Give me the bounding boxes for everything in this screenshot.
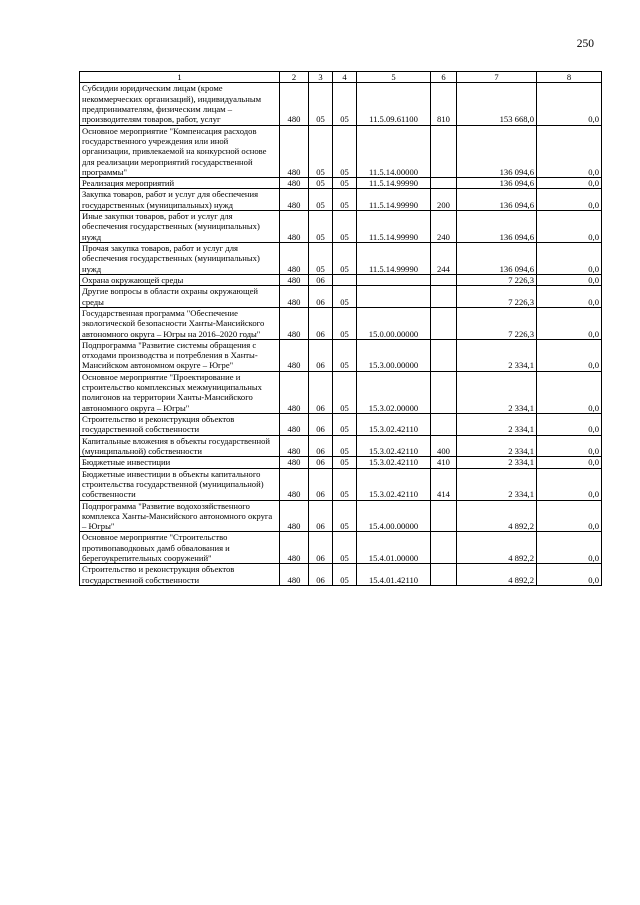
budget-table bbox=[79, 71, 602, 586]
table-row bbox=[80, 371, 602, 413]
row-subsection: 05 bbox=[333, 125, 357, 178]
row-target-article: 15.3.02.42110 bbox=[357, 435, 431, 457]
row-ministry-code: 480 bbox=[280, 125, 309, 178]
row-expense-type: 240 bbox=[431, 211, 457, 243]
row-subsection bbox=[333, 274, 357, 285]
row-section: 06 bbox=[309, 468, 333, 500]
row-target-article: 11.5.14.99990 bbox=[357, 189, 431, 211]
row-section: 06 bbox=[309, 564, 333, 586]
row-ministry-code: 480 bbox=[280, 286, 309, 308]
row-target-article: 11.5.14.99990 bbox=[357, 178, 431, 189]
table-row bbox=[80, 414, 602, 436]
row-amount: 2 334,1 bbox=[457, 371, 537, 413]
row-target-article: 11.5.14.99990 bbox=[357, 243, 431, 275]
row-subsection: 05 bbox=[333, 243, 357, 275]
row-expense-type bbox=[431, 307, 457, 339]
row-ministry-code: 480 bbox=[280, 83, 309, 125]
row-description: Капитальные вложения в объекты государственной (муниципальной) собственности bbox=[80, 435, 280, 457]
row-ministry-code: 480 bbox=[280, 468, 309, 500]
row-ministry-code: 480 bbox=[280, 189, 309, 211]
table-row bbox=[80, 125, 602, 178]
column-header: 1 bbox=[80, 72, 280, 83]
row-amount: 4 892,2 bbox=[457, 564, 537, 586]
row-expense-type: 410 bbox=[431, 457, 457, 468]
row-amount-secondary: 0,0 bbox=[537, 468, 602, 500]
column-header: 7 bbox=[457, 72, 537, 83]
row-amount-secondary: 0,0 bbox=[537, 457, 602, 468]
row-description: Охрана окружающей среды bbox=[80, 274, 280, 285]
row-ministry-code: 480 bbox=[280, 339, 309, 371]
row-ministry-code: 480 bbox=[280, 435, 309, 457]
row-expense-type bbox=[431, 532, 457, 564]
row-section: 06 bbox=[309, 339, 333, 371]
row-amount: 2 334,1 bbox=[457, 435, 537, 457]
row-amount-secondary: 0,0 bbox=[537, 371, 602, 413]
table-row bbox=[80, 457, 602, 468]
row-section: 06 bbox=[309, 307, 333, 339]
table-row bbox=[80, 435, 602, 457]
row-description: Другие вопросы в области охраны окружающей среды bbox=[80, 286, 280, 308]
row-subsection: 05 bbox=[333, 435, 357, 457]
row-expense-type bbox=[431, 564, 457, 586]
row-amount-secondary: 0,0 bbox=[537, 243, 602, 275]
row-subsection: 05 bbox=[333, 371, 357, 413]
row-subsection: 05 bbox=[333, 83, 357, 125]
row-subsection: 05 bbox=[333, 468, 357, 500]
row-expense-type bbox=[431, 274, 457, 285]
row-target-article bbox=[357, 286, 431, 308]
row-amount: 4 892,2 bbox=[457, 532, 537, 564]
row-subsection: 05 bbox=[333, 414, 357, 436]
row-description: Закупка товаров, работ и услуг для обеспечения государственных (муниципальных) нужд bbox=[80, 189, 280, 211]
row-target-article bbox=[357, 274, 431, 285]
row-target-article: 15.3.02.42110 bbox=[357, 414, 431, 436]
row-target-article: 15.3.00.00000 bbox=[357, 339, 431, 371]
row-amount: 136 094,6 bbox=[457, 125, 537, 178]
table-row bbox=[80, 468, 602, 500]
row-description: Субсидии юридическим лицам (кроме некоммерческих организаций), индивидуальным предпринимателям, физическим лицам – производителям товаров, работ, услуг bbox=[80, 83, 280, 125]
row-section: 06 bbox=[309, 457, 333, 468]
row-amount: 136 094,6 bbox=[457, 211, 537, 243]
row-expense-type bbox=[431, 339, 457, 371]
row-amount-secondary: 0,0 bbox=[537, 125, 602, 178]
row-subsection: 05 bbox=[333, 457, 357, 468]
row-description: Иные закупки товаров, работ и услуг для обеспечения государственных (муниципальных) нужд bbox=[80, 211, 280, 243]
row-expense-type: 200 bbox=[431, 189, 457, 211]
row-subsection: 05 bbox=[333, 307, 357, 339]
row-amount-secondary: 0,0 bbox=[537, 532, 602, 564]
row-section: 06 bbox=[309, 286, 333, 308]
row-ministry-code: 480 bbox=[280, 274, 309, 285]
row-description: Основное мероприятие "Компенсация расходов государственного учреждения или иной организации, привлекаемой на конкурсной основе для реализации мероприятий государственной программы" bbox=[80, 125, 280, 178]
row-target-article: 11.5.14.00000 bbox=[357, 125, 431, 178]
row-description: Строительство и реконструкция объектов государственной собственности bbox=[80, 414, 280, 436]
row-description: Бюджетные инвестиции bbox=[80, 457, 280, 468]
row-description: Строительство и реконструкция объектов государственной собственности bbox=[80, 564, 280, 586]
row-section: 06 bbox=[309, 435, 333, 457]
table-row bbox=[80, 307, 602, 339]
row-expense-type: 810 bbox=[431, 83, 457, 125]
row-ministry-code: 480 bbox=[280, 371, 309, 413]
table-row bbox=[80, 189, 602, 211]
row-description: Бюджетные инвестиции в объекты капитального строительства государственной (муниципальной) собственности bbox=[80, 468, 280, 500]
row-amount-secondary: 0,0 bbox=[537, 211, 602, 243]
row-subsection: 05 bbox=[333, 564, 357, 586]
row-section: 05 bbox=[309, 211, 333, 243]
table-body bbox=[80, 83, 602, 586]
row-amount: 2 334,1 bbox=[457, 468, 537, 500]
row-amount: 2 334,1 bbox=[457, 339, 537, 371]
column-header: 2 bbox=[280, 72, 309, 83]
row-section: 06 bbox=[309, 500, 333, 532]
row-amount: 2 334,1 bbox=[457, 414, 537, 436]
row-description: Основное мероприятие "Строительство противопаводковых дамб обвалования и берегоукрепительных сооружений" bbox=[80, 532, 280, 564]
row-expense-type bbox=[431, 125, 457, 178]
row-description: Подпрограмма "Развитие водохозяйственного комплекса Ханты-Мансийского автономного округа – Югры" bbox=[80, 500, 280, 532]
row-description: Реализация мероприятий bbox=[80, 178, 280, 189]
row-subsection: 05 bbox=[333, 211, 357, 243]
row-amount-secondary: 0,0 bbox=[537, 178, 602, 189]
table-row bbox=[80, 83, 602, 125]
row-target-article: 15.3.02.00000 bbox=[357, 371, 431, 413]
row-expense-type: 400 bbox=[431, 435, 457, 457]
row-amount: 136 094,6 bbox=[457, 243, 537, 275]
row-target-article: 15.4.00.00000 bbox=[357, 500, 431, 532]
row-amount-secondary: 0,0 bbox=[537, 414, 602, 436]
table-row bbox=[80, 564, 602, 586]
row-amount-secondary: 0,0 bbox=[537, 286, 602, 308]
row-ministry-code: 480 bbox=[280, 564, 309, 586]
row-amount-secondary: 0,0 bbox=[537, 435, 602, 457]
row-expense-type bbox=[431, 178, 457, 189]
table-row bbox=[80, 286, 602, 308]
row-description: Прочая закупка товаров, работ и услуг для обеспечения государственных (муниципальных) нужд bbox=[80, 243, 280, 275]
row-amount: 7 226,3 bbox=[457, 286, 537, 308]
row-amount: 7 226,3 bbox=[457, 307, 537, 339]
row-amount-secondary: 0,0 bbox=[537, 189, 602, 211]
row-section: 06 bbox=[309, 274, 333, 285]
row-subsection: 05 bbox=[333, 500, 357, 532]
row-amount-secondary: 0,0 bbox=[537, 564, 602, 586]
row-ministry-code: 480 bbox=[280, 457, 309, 468]
row-target-article: 11.5.14.99990 bbox=[357, 211, 431, 243]
row-target-article: 15.3.02.42110 bbox=[357, 457, 431, 468]
row-target-article: 15.0.00.00000 bbox=[357, 307, 431, 339]
row-expense-type bbox=[431, 414, 457, 436]
row-section: 05 bbox=[309, 83, 333, 125]
row-ministry-code: 480 bbox=[280, 307, 309, 339]
row-amount: 4 892,2 bbox=[457, 500, 537, 532]
row-subsection: 05 bbox=[333, 339, 357, 371]
table-row bbox=[80, 339, 602, 371]
column-header: 3 bbox=[309, 72, 333, 83]
row-subsection: 05 bbox=[333, 532, 357, 564]
row-section: 06 bbox=[309, 371, 333, 413]
row-subsection: 05 bbox=[333, 189, 357, 211]
row-section: 05 bbox=[309, 243, 333, 275]
table-row bbox=[80, 243, 602, 275]
row-amount-secondary: 0,0 bbox=[537, 83, 602, 125]
table-row bbox=[80, 178, 602, 189]
row-amount-secondary: 0,0 bbox=[537, 274, 602, 285]
row-ministry-code: 480 bbox=[280, 211, 309, 243]
row-amount-secondary: 0,0 bbox=[537, 500, 602, 532]
row-description: Государственная программа "Обеспечение экологической безопасности Ханты-Мансийского автономного округа – Югры на 2016–2020 годы" bbox=[80, 307, 280, 339]
column-header: 4 bbox=[333, 72, 357, 83]
row-section: 06 bbox=[309, 532, 333, 564]
row-section: 06 bbox=[309, 414, 333, 436]
column-header: 6 bbox=[431, 72, 457, 83]
row-ministry-code: 480 bbox=[280, 178, 309, 189]
row-expense-type: 244 bbox=[431, 243, 457, 275]
row-target-article: 15.3.02.42110 bbox=[357, 468, 431, 500]
row-target-article: 15.4.01.00000 bbox=[357, 532, 431, 564]
row-target-article: 11.5.09.61100 bbox=[357, 83, 431, 125]
row-ministry-code: 480 bbox=[280, 532, 309, 564]
row-subsection: 05 bbox=[333, 286, 357, 308]
row-expense-type: 414 bbox=[431, 468, 457, 500]
table-row bbox=[80, 274, 602, 285]
row-ministry-code: 480 bbox=[280, 500, 309, 532]
row-ministry-code: 480 bbox=[280, 243, 309, 275]
row-amount-secondary: 0,0 bbox=[537, 339, 602, 371]
row-description: Основное мероприятие "Проектирование и строительство комплексных межмуниципальных полигонов на территории Ханты-Мансийского автономного округа – Югры" bbox=[80, 371, 280, 413]
table-row bbox=[80, 500, 602, 532]
row-amount: 153 668,0 bbox=[457, 83, 537, 125]
row-amount-secondary: 0,0 bbox=[537, 307, 602, 339]
column-header: 5 bbox=[357, 72, 431, 83]
row-amount: 2 334,1 bbox=[457, 457, 537, 468]
row-section: 05 bbox=[309, 125, 333, 178]
row-description: Подпрограмма "Развитие системы обращения с отходами производства и потребления в Ханты-Мансийском автономном округе – Югре" bbox=[80, 339, 280, 371]
table-header-row bbox=[80, 72, 602, 83]
page-number: 250 bbox=[576, 38, 594, 50]
row-section: 05 bbox=[309, 189, 333, 211]
row-target-article: 15.4.01.42110 bbox=[357, 564, 431, 586]
row-expense-type bbox=[431, 371, 457, 413]
row-amount: 7 226,3 bbox=[457, 274, 537, 285]
table-row bbox=[80, 211, 602, 243]
row-amount: 136 094,6 bbox=[457, 178, 537, 189]
row-subsection: 05 bbox=[333, 178, 357, 189]
row-expense-type bbox=[431, 500, 457, 532]
column-header: 8 bbox=[537, 72, 602, 83]
row-amount: 136 094,6 bbox=[457, 189, 537, 211]
row-expense-type bbox=[431, 286, 457, 308]
row-section: 05 bbox=[309, 178, 333, 189]
row-ministry-code: 480 bbox=[280, 414, 309, 436]
table-row bbox=[80, 532, 602, 564]
